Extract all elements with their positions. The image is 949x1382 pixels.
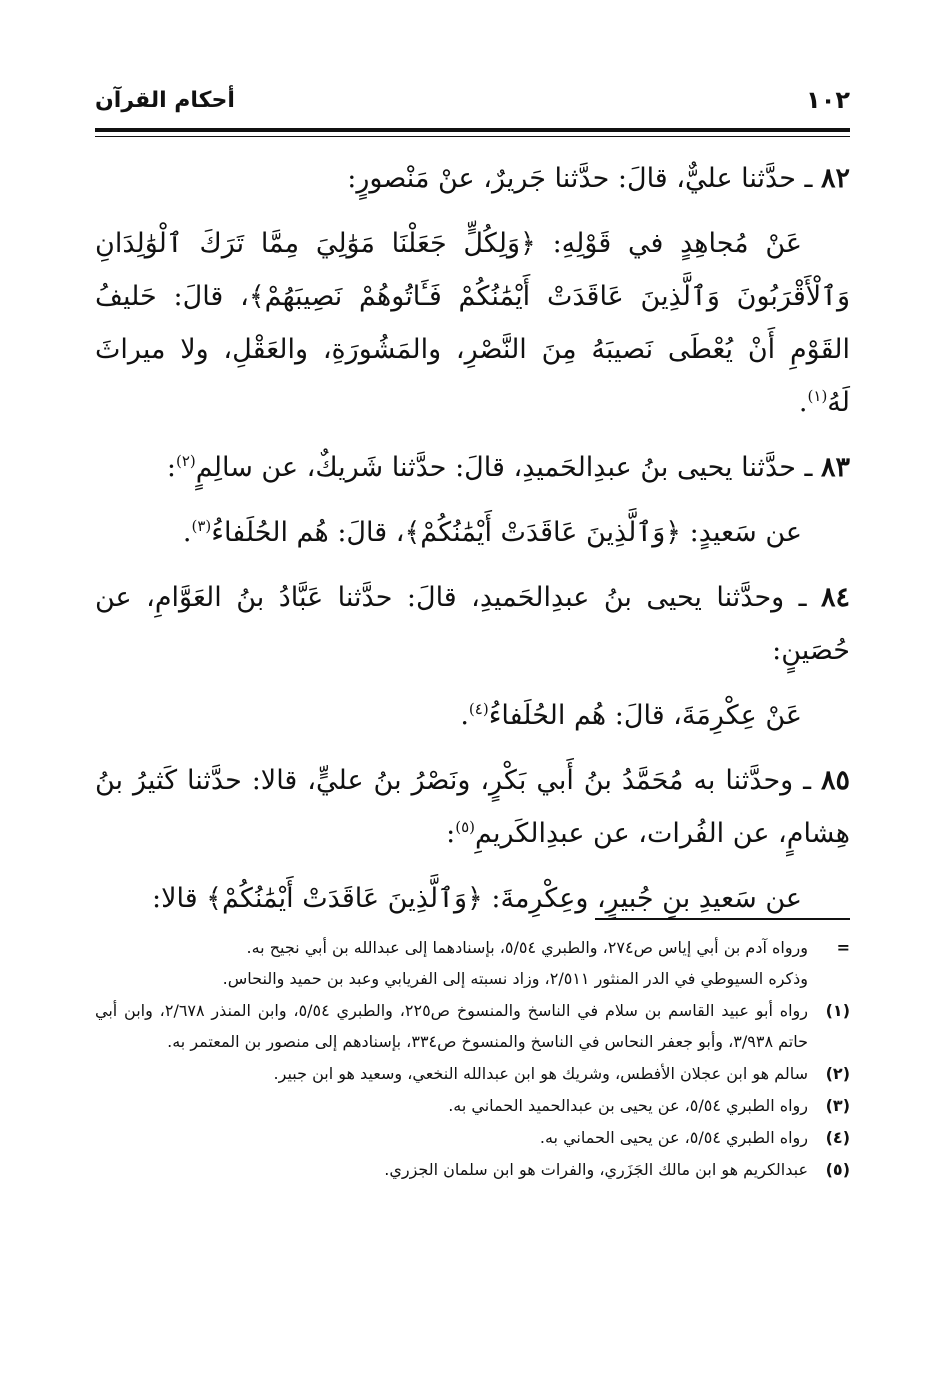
footnote-ref: (٣) xyxy=(191,517,212,535)
hadith-number: ٨٣ xyxy=(820,452,850,483)
hadith-82-matn: عَنْ مُجاهِدٍ في قَوْلِهِ: ﴿وَلِكُلٍّ جَعَلْنَا مَوَٰلِيَ مِمَّا تَرَكَ ٱلْوَٰلِدَانِ وَٱلْأَقْرَبُونَ وَٱلَّذِينَ عَاقَدَتْ أَيْمَٰنُكُمْ فَـَٔاتُوهُمْ نَصِيبَهُمْ﴾، قالَ: حَليفُ القَوْمِ أَنْ يُعْطَى نَصيبَهُ مِنَ النَّصْرِ، والمَشُورَةِ، والعَقْلِ، ولا ميراثَ لَهُ$^{(١)}$. xyxy=(95,228,850,418)
isnad-text: ـ حدَّثنا عليٌّ، قالَ: حدَّثنا جَريرٌ، عنْ مَنْصورٍ: xyxy=(347,163,821,194)
footnote-ref: (١) xyxy=(807,387,828,405)
footnote-text: رواه الطبري ٥/٥٤، عن يحيى الحماني به. xyxy=(539,1128,808,1147)
matn-text: عن سَعيدٍ: ﴿وَٱلَّذِينَ عَاقَدَتْ أَيْمَٰنُكُمْ﴾، قالَ: هُم الحُلَفاءُ xyxy=(211,517,802,548)
footnote-continued xyxy=(95,932,850,994)
hadith-83-isnad: ٨٣ ـ حدَّثنا يحيى بنُ عبدِالحَميدِ، قالَ: حدَّثنا شَريكٌ، عن سالِمٍ$^{(٢)}$: xyxy=(166,452,850,483)
matn-text: عَنْ عِكْرِمَةَ، قالَ: هُم الحُلَفاءُ xyxy=(488,700,802,731)
running-header xyxy=(95,80,850,120)
footnote-mark: (٣) xyxy=(825,1096,850,1115)
footnote-mark: (١) xyxy=(825,1001,850,1020)
footnote-1 xyxy=(95,995,850,1057)
footnote-text: وذكره السيوطي في الدر المنثور ٢/٥١١، وزاد نسبته إلى الفريابي وعبد بن حميد والنحاس. xyxy=(222,969,808,988)
isnad-text: ـ وحدَّثنا به مُحَمَّدُ بنُ أَبي بَكْرٍ، ونَصْرُ بنُ عليٍّ، قالا: حدَّثنا كَثيرُ بنُ هِشامٍ، عن الفُرات، عن عبدِالكَريمِ xyxy=(95,765,850,849)
footnote-5 xyxy=(95,1154,850,1185)
header-rule-thin xyxy=(95,136,850,137)
header-rule-thick xyxy=(95,128,850,132)
footnote-mark: = xyxy=(836,938,850,957)
footnote-separator xyxy=(595,918,850,920)
footnotes xyxy=(95,932,850,1186)
matn-text: عن سَعيدِ بنِ جُبيرٍ، وعِكْرِمةَ: ﴿وَٱلَّذِينَ عَاقَدَتْ أَيْمَٰنُكُمْ﴾ قالا: xyxy=(151,883,802,914)
hadith-84-matn: عَنْ عِكْرِمَةَ، قالَ: هُم الحُلَفاءُ$^{(٤)}$. xyxy=(460,700,802,731)
book-title: أحكام القرآن xyxy=(95,87,235,113)
footnote-mark: (٤) xyxy=(825,1128,850,1147)
footnote-text: ورواه آدم بن أبي إياس ص٢٧٤، والطبري ٥/٥٤، بإسنادهما إلى عبدالله بن أبي نجيح به. xyxy=(246,938,808,957)
footnote-4 xyxy=(95,1122,850,1153)
matn-text: عَنْ مُجاهِدٍ في قَوْلِهِ: ﴿وَلِكُلٍّ جَعَلْنَا مَوَٰلِيَ مِمَّا تَرَكَ ٱلْوَٰلِدَانِ وَٱلْأَقْرَبُونَ وَٱلَّذِينَ عَاقَدَتْ أَيْمَٰنُكُمْ فَـَٔاتُوهُمْ نَصِيبَهُمْ﴾، قالَ: حَليفُ القَوْمِ أَنْ يُعْطَى نَصيبَهُ مِنَ النَّصْرِ، والمَشُورَةِ، والعَقْلِ، ولا ميراثَ لَهُ xyxy=(95,228,850,418)
footnote-ref: (٢) xyxy=(176,452,196,470)
hadith-number: ٨٤ xyxy=(820,582,850,613)
hadith-82-isnad xyxy=(95,152,850,205)
isnad-text: ـ وحدَّثنا يحيى بنُ عبدِالحَميدِ، قالَ: حدَّثنا عَبَّادُ بنُ العَوَّامِ، عن حُصَينٍ: xyxy=(95,582,850,666)
footnote-2 xyxy=(95,1058,850,1089)
main-text xyxy=(95,152,850,925)
footnote-ref: (٤) xyxy=(468,700,489,718)
footnote-ref: (٥) xyxy=(455,818,475,836)
footnote-text: عبدالكريم هو ابن مالك الجَزَري، والفرات هو ابن سلمان الجزري. xyxy=(384,1160,808,1179)
page-number: ١٠٢ xyxy=(806,86,850,114)
footnote-3 xyxy=(95,1090,850,1121)
hadith-number: ٨٢ xyxy=(820,163,850,194)
hadith-85-isnad: ٨٥ ـ وحدَّثنا به مُحَمَّدُ بنُ أَبي بَكْرٍ، ونَصْرُ بنُ عليٍّ، قالا: حدَّثنا كَثيرُ بنُ هِشامٍ، عن الفُرات، عن عبدِالكَريمِ$^{(٥)}$: xyxy=(95,765,850,849)
footnote-mark: (٢) xyxy=(825,1064,850,1083)
footnote-text: رواه أبو عبيد القاسم بن سلام في الناسخ والمنسوخ ص٢٢٥، والطبري ٥/٥٤، وابن المنذر ٢/٦٧٨، وابن أبي حاتم ٣/٩٣٨، وأبو جعفر النحاس في الناسخ والمنسوخ ص٣٣٤، بإسنادهم إلى منصور بن المعتمر به. xyxy=(95,1001,809,1051)
footnote-mark: (٥) xyxy=(825,1160,850,1179)
hadith-84-isnad xyxy=(95,571,850,677)
hadith-83-matn: عن سَعيدٍ: ﴿وَٱلَّذِينَ عَاقَدَتْ أَيْمَٰنُكُمْ﴾، قالَ: هُم الحُلَفاءُ$^{(٣)}$. xyxy=(182,517,802,548)
hadith-number: ٨٥ xyxy=(820,765,850,796)
isnad-text: ـ حدَّثنا يحيى بنُ عبدِالحَميدِ، قالَ: حدَّثنا شَريكٌ، عن سالِمٍ xyxy=(195,452,821,483)
footnote-text: سالم هو ابن عجلان الأفطس، وشريك هو ابن عبدالله النخعي، وسعيد هو ابن جبير. xyxy=(273,1064,808,1083)
footnote-text: رواه الطبري ٥/٥٤، عن يحيى بن عبدالحميد الحماني به. xyxy=(448,1096,808,1115)
